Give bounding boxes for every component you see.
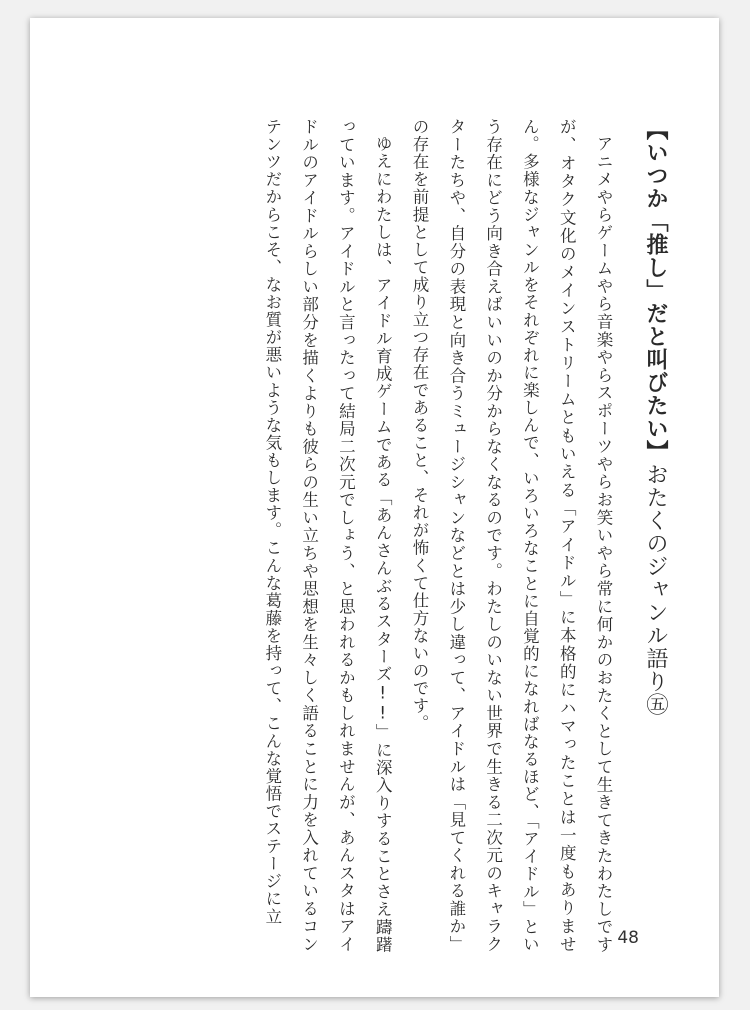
title-subtitle: おたくのジャンル語り㊄	[643, 463, 668, 716]
vertical-text-block	[215, 118, 675, 953]
title-bracketed: 【いつか「推し」だと叫びたい】	[643, 118, 668, 463]
body-paragraph-2: ゆえにわたしは、アイドル育成ゲームである「あんさんぶるスターズ!!」に深入りすることさえ躊躇っています。アイドルと言ったって結局二次元でしょう、と思われるかもしれませんが、あんスタはアイドルのアイドルらしい部分を描くよりも彼らの生い立ちや思想を生々しく語ることに力を入れているコンテンツだからこそ、なお質が悪いような気もします。こんな葛藤を持って、こんな覚悟でステージに立	[262, 118, 393, 953]
page-title	[635, 118, 675, 953]
book-page	[30, 18, 719, 997]
page-number: 48	[617, 928, 639, 948]
body-paragraph-1: アニメやらゲームやら音楽やらスポーツやらお笑いやら常に何かのおたくとして生きてきたわたしですが、オタク文化のメインストリームともいえる「アイドル」に本格的にハマったことは一度もありません。多様なジャンルをそれぞれに楽しんで、いろいろなことに自覚的になればなるほど、「アイドル」という存在にどう向き合えばいいのか分からなくなるのです。わたしのいない世界で生きる二次元のキャラクターたちや、自分の表現と向き合うミュージシャンなどとは少し違って、アイドルは「見てくれる誰か」の存在を前提として成り立つ存在であること、それが怖くて仕方ないのです。	[410, 118, 613, 953]
